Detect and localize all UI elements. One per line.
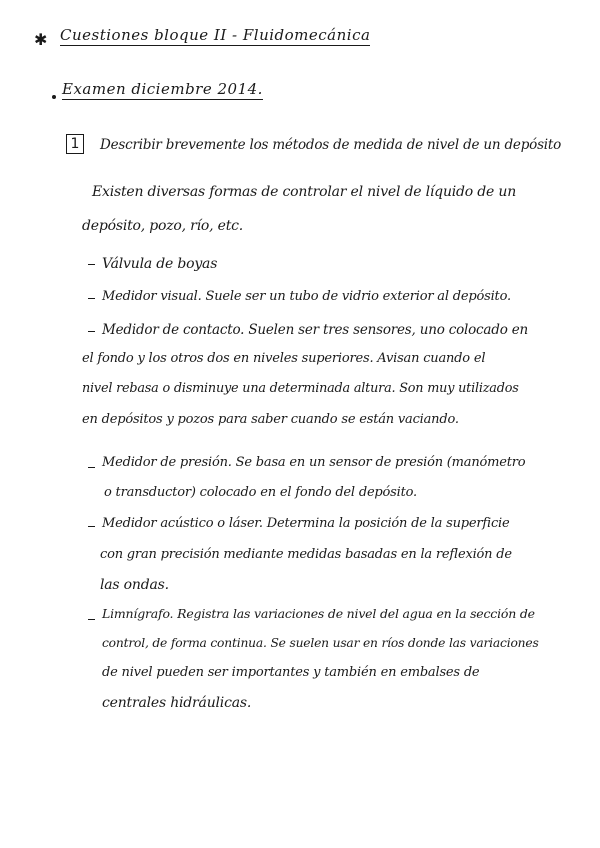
- list-item-line: con gran precisión mediante medidas basadas en la reflexión de: [100, 547, 512, 562]
- dash-bullet-icon: [88, 264, 95, 265]
- list-item-line: de nivel pueden ser importantes y también en embalses de: [102, 665, 480, 680]
- dash-bullet-icon: [88, 467, 95, 468]
- list-item-line: Medidor acústico o láser. Determina la posición de la superficie: [102, 516, 510, 531]
- list-item-line: Medidor de presión. Se basa en un sensor de presión (manómetro: [102, 455, 526, 470]
- dash-bullet-icon: [88, 619, 95, 620]
- dash-bullet-icon: [88, 298, 95, 299]
- list-item-line: Válvula de boyas: [102, 256, 218, 272]
- list-item-line: el fondo y los otros dos en niveles superiores. Avisan cuando el: [82, 351, 486, 366]
- list-item-line: Medidor de contacto. Suelen ser tres sensores, uno colocado en: [102, 322, 529, 338]
- list-item-line: o transductor) colocado en el fondo del depósito.: [104, 485, 417, 500]
- list-item-line: nivel rebasa o disminuye una determinada altura. Son muy utilizados: [82, 381, 519, 396]
- list-item-line: Limnígrafo. Registra las variaciones de nivel del agua en la sección de: [102, 606, 535, 621]
- answer-intro-line: Existen diversas formas de controlar el nivel de líquido de un: [92, 184, 517, 200]
- question-number-box: 1: [66, 134, 84, 154]
- star-bullet-icon: ✱: [34, 30, 48, 49]
- question-prompt: Describir brevemente los métodos de medida de nivel de un depósito: [100, 137, 562, 153]
- dash-bullet-icon: [88, 331, 95, 332]
- section-title: Cuestiones bloque II - Fluidomecánica: [60, 26, 371, 44]
- list-item-line: las ondas.: [100, 577, 169, 593]
- dot-bullet-icon: [52, 95, 56, 99]
- list-item-line: Medidor visual. Suele ser un tubo de vidrio exterior al depósito.: [102, 289, 511, 304]
- list-item-line: en depósitos y pozos para saber cuando se están vaciando.: [82, 412, 459, 427]
- list-item-line: centrales hidráulicas.: [102, 695, 252, 711]
- dash-bullet-icon: [88, 526, 95, 527]
- answer-intro-line: depósito, pozo, río, etc.: [82, 218, 244, 234]
- exam-title: Examen diciembre 2014.: [62, 80, 263, 98]
- list-item-line: control, de forma continua. Se suelen usar en ríos donde las variaciones: [102, 636, 539, 650]
